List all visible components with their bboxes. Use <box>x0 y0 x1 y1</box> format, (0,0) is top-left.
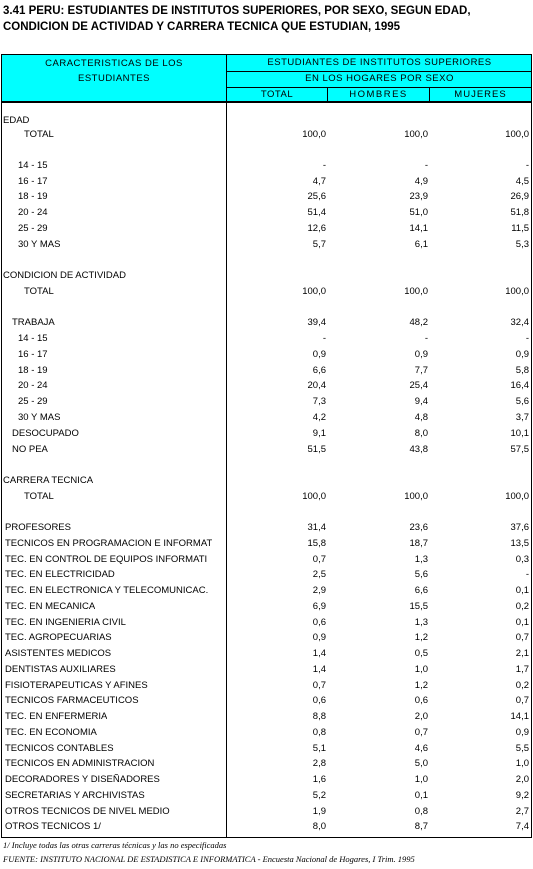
cell-mujeres: 14,1 <box>510 711 529 722</box>
cell-mujeres: 51,8 <box>510 207 529 218</box>
cell-hombres: 4,9 <box>414 176 428 187</box>
table-row <box>0 190 533 204</box>
cell-hombres: - <box>424 160 428 171</box>
table-row <box>0 348 533 362</box>
row-label: TEC. EN ECONOMIA <box>5 727 97 738</box>
row-label: TEC. EN ENFERMERIA <box>5 711 108 722</box>
cell-total: 5,7 <box>312 239 326 250</box>
row-label: TECNICOS CONTABLES <box>5 743 114 754</box>
cell-total: 5,1 <box>312 743 326 754</box>
header-mujeres: MUJERES <box>454 89 507 100</box>
row-label: 16 - 17 <box>18 176 48 187</box>
cell-hombres: 100,0 <box>404 286 428 297</box>
cell-hombres: 2,0 <box>414 711 428 722</box>
cell-total: 9,1 <box>312 428 326 439</box>
row-label: TOTAL <box>24 491 54 502</box>
cell-mujeres: 16,4 <box>510 380 529 391</box>
cell-total: 31,4 <box>307 522 326 533</box>
cell-mujeres: 0,1 <box>515 617 529 628</box>
cell-mujeres: 13,5 <box>510 538 529 549</box>
row-label: TOTAL <box>24 286 54 297</box>
cell-mujeres: 5,5 <box>515 743 529 754</box>
cell-hombres: 18,7 <box>409 538 428 549</box>
table-row <box>0 114 533 128</box>
cell-hombres: 0,1 <box>414 790 428 801</box>
source-note: FUENTE: INSTITUTO NACIONAL DE ESTADISTICA E INFORMATICA - Encuesta Nacional de Hogares, I Trim. 1995 <box>3 854 415 864</box>
table-row <box>0 427 533 441</box>
row-label: TEC. EN INGENIERIA CIVIL <box>5 617 126 628</box>
row-label: TECNICOS EN ADMINISTRACION <box>5 758 155 769</box>
cell-total: 7,3 <box>312 396 326 407</box>
table-row <box>0 128 533 142</box>
cell-hombres: 0,7 <box>414 727 428 738</box>
cell-mujeres: - <box>525 160 529 171</box>
table-row <box>0 159 533 173</box>
table-row <box>0 616 533 630</box>
row-label: 18 - 19 <box>18 191 48 202</box>
table-row <box>0 726 533 740</box>
row-label: 18 - 19 <box>18 365 48 376</box>
cell-hombres: 0,6 <box>414 695 428 706</box>
cell-mujeres: 2,1 <box>515 648 529 659</box>
cell-mujeres: 10,1 <box>510 428 529 439</box>
footnote: 1/ Incluye todas las otras carreras técnicas y las no especificadas <box>3 840 227 850</box>
cell-hombres: 23,9 <box>409 191 428 202</box>
table-row <box>0 631 533 645</box>
table-row <box>0 269 533 283</box>
cell-mujeres: 0,3 <box>515 554 529 565</box>
cell-hombres: 4,6 <box>414 743 428 754</box>
cell-mujeres: 5,3 <box>515 239 529 250</box>
header-group-rule-2 <box>227 87 531 88</box>
cell-mujeres: 100,0 <box>505 286 529 297</box>
table-row <box>0 805 533 819</box>
table-row <box>0 521 533 535</box>
cell-mujeres: 100,0 <box>505 129 529 140</box>
cell-hombres: 1,3 <box>414 554 428 565</box>
row-label: 25 - 29 <box>18 223 48 234</box>
cell-hombres: 25,4 <box>409 380 428 391</box>
row-label: 16 - 17 <box>18 349 48 360</box>
cell-hombres: 9,4 <box>414 396 428 407</box>
cell-total: 0,8 <box>312 727 326 738</box>
table-row <box>0 679 533 693</box>
table-row <box>0 663 533 677</box>
cell-mujeres: 1,7 <box>515 664 529 675</box>
cell-total: 6,6 <box>312 365 326 376</box>
table-row <box>0 443 533 457</box>
cell-total: 6,9 <box>312 601 326 612</box>
table-row <box>0 568 533 582</box>
cell-hombres: 8,7 <box>414 821 428 832</box>
cell-mujeres: 0,7 <box>515 632 529 643</box>
table-row <box>0 647 533 661</box>
cell-total: 12,6 <box>307 223 326 234</box>
cell-total: 4,2 <box>312 412 326 423</box>
body-top-rule <box>1 102 532 103</box>
cell-mujeres: 4,5 <box>515 176 529 187</box>
cell-hombres: 4,8 <box>414 412 428 423</box>
cell-mujeres: 0,9 <box>515 727 529 738</box>
cell-total: 0,6 <box>312 617 326 628</box>
cell-total: 25,6 <box>307 191 326 202</box>
row-label: PROFESORES <box>5 522 71 533</box>
cell-mujeres: 26,9 <box>510 191 529 202</box>
table-row <box>0 474 533 488</box>
cell-total: 100,0 <box>302 286 326 297</box>
cell-hombres: 1,0 <box>414 774 428 785</box>
cell-hombres: 0,8 <box>414 806 428 817</box>
cell-hombres: 15,5 <box>409 601 428 612</box>
table-row <box>0 379 533 393</box>
row-label: ASISTENTES MEDICOS <box>5 648 112 659</box>
table-header <box>1 54 532 102</box>
cell-mujeres: 1,0 <box>515 758 529 769</box>
cell-mujeres: 0,2 <box>515 680 529 691</box>
row-label: DENTISTAS AUXILIARES <box>5 664 116 675</box>
cell-hombres: 1,3 <box>414 617 428 628</box>
cell-total: 39,4 <box>307 317 326 328</box>
cell-hombres: 8,0 <box>414 428 428 439</box>
cell-total: 8,8 <box>312 711 326 722</box>
cell-hombres: 0,5 <box>414 648 428 659</box>
header-characteristics-line-1: CARACTERISTICAS DE LOS <box>45 58 183 69</box>
cell-total: 0,7 <box>312 554 326 565</box>
row-label: TEC. EN ELECTRONICA Y TELECOMUNICAC. <box>5 585 209 596</box>
cell-total: 0,9 <box>312 349 326 360</box>
row-label: DECORADORES Y DISEÑADORES <box>5 774 160 785</box>
table-row <box>0 490 533 504</box>
table-row <box>0 789 533 803</box>
table-row <box>0 757 533 771</box>
cell-total: 15,8 <box>307 538 326 549</box>
row-label: TRABAJA <box>12 317 55 328</box>
cell-hombres: - <box>424 333 428 344</box>
cell-mujeres: 3,7 <box>515 412 529 423</box>
table-row <box>0 395 533 409</box>
row-label: 30 Y MAS <box>18 412 61 423</box>
row-label: 14 - 15 <box>18 333 48 344</box>
row-label: SECRETARIAS Y ARCHIVISTAS <box>5 790 145 801</box>
cell-hombres: 1,2 <box>414 632 428 643</box>
row-label: FISIOTERAPEUTICAS Y AFINES <box>5 680 148 691</box>
cell-mujeres: 11,5 <box>511 223 529 234</box>
row-label: DESOCUPADO <box>12 428 79 439</box>
cell-total: 0,7 <box>312 680 326 691</box>
table-title <box>3 3 531 35</box>
row-label: OTROS TECNICOS 1/ <box>5 821 101 832</box>
header-group-line-2: EN LOS HOGARES POR SEXO <box>305 73 454 84</box>
cell-mujeres: 32,4 <box>510 317 529 328</box>
header-group-line-1: ESTUDIANTES DE INSTITUTOS SUPERIORES <box>267 57 492 68</box>
table-row <box>0 206 533 220</box>
cell-mujeres: 5,8 <box>515 365 529 376</box>
cell-total: 8,0 <box>312 821 326 832</box>
title-line-2: CONDICION DE ACTIVIDAD Y CARRERA TECNICA QUE ESTUDIAN, 1995 <box>3 21 401 33</box>
cell-mujeres: - <box>525 569 529 580</box>
table-row <box>0 820 533 834</box>
table-row <box>0 773 533 787</box>
cell-mujeres: 0,2 <box>515 601 529 612</box>
row-label: EDAD <box>3 115 30 126</box>
row-label: OTROS TECNICOS DE NIVEL MEDIO <box>5 806 170 817</box>
row-label: TEC. EN MECANICA <box>5 601 96 612</box>
cell-hombres: 1,2 <box>414 680 428 691</box>
cell-hombres: 14,1 <box>409 223 428 234</box>
table-row <box>0 584 533 598</box>
cell-total: 1,6 <box>312 774 326 785</box>
cell-mujeres: 2,0 <box>515 774 529 785</box>
table-bottom-rule <box>1 837 532 838</box>
cell-mujeres: 100,0 <box>505 491 529 502</box>
header-group-rule-1 <box>227 71 531 72</box>
table-row <box>0 364 533 378</box>
row-label: NO PEA <box>12 444 48 455</box>
cell-hombres: 48,2 <box>409 317 428 328</box>
row-label: 20 - 24 <box>18 380 48 391</box>
cell-hombres: 23,6 <box>409 522 428 533</box>
cell-total: - <box>322 333 326 344</box>
header-characteristics-line-2: ESTUDIANTES <box>77 73 150 84</box>
cell-total: 0,9 <box>312 632 326 643</box>
cell-hombres: 51,0 <box>409 207 428 218</box>
table-row <box>0 332 533 346</box>
cell-total: 20,4 <box>307 380 326 391</box>
row-label: TEC. AGROPECUARIAS <box>5 632 112 643</box>
cell-total: 1,9 <box>312 806 326 817</box>
cell-total: 5,2 <box>312 790 326 801</box>
cell-hombres: 43,8 <box>409 444 428 455</box>
table-row <box>0 316 533 330</box>
table-row <box>0 600 533 614</box>
row-label: TECNICOS FARMACEUTICOS <box>5 695 139 706</box>
row-label: TECNICOS EN PROGRAMACION E INFORMAT <box>5 538 213 549</box>
cell-total: 2,5 <box>312 569 326 580</box>
cell-total: 4,7 <box>312 176 326 187</box>
cell-hombres: 100,0 <box>404 491 428 502</box>
cell-mujeres: 0,9 <box>515 349 529 360</box>
row-label: 14 - 15 <box>18 160 48 171</box>
cell-total: 51,4 <box>307 207 326 218</box>
cell-mujeres: 7,4 <box>515 821 529 832</box>
table-row <box>0 553 533 567</box>
table-row <box>0 285 533 299</box>
row-label: 30 Y MAS <box>18 239 61 250</box>
table-row <box>0 175 533 189</box>
cell-mujeres: 0,1 <box>515 585 529 596</box>
title-line-1: 3.41 PERU: ESTUDIANTES DE INSTITUTOS SUPERIORES, POR SEXO, SEGUN EDAD, <box>3 5 471 17</box>
table-row <box>0 238 533 252</box>
cell-hombres: 100,0 <box>404 129 428 140</box>
table-row <box>0 411 533 425</box>
cell-total: 100,0 <box>302 491 326 502</box>
cell-total: 1,4 <box>312 664 326 675</box>
row-label: TEC. EN ELECTRICIDAD <box>5 569 115 580</box>
cell-mujeres: 9,2 <box>515 790 529 801</box>
cell-mujeres: 2,7 <box>515 806 529 817</box>
row-label: CARRERA TECNICA <box>3 475 94 486</box>
header-total: TOTAL <box>260 89 294 100</box>
cell-mujeres: - <box>525 333 529 344</box>
table-row <box>0 742 533 756</box>
row-label: TOTAL <box>24 129 54 140</box>
cell-total: 2,9 <box>312 585 326 596</box>
header-hombres: HOMBRES <box>349 89 408 100</box>
cell-mujeres: 37,6 <box>510 522 529 533</box>
cell-hombres: 0,9 <box>414 349 428 360</box>
cell-mujeres: 5,6 <box>515 396 529 407</box>
table-row <box>0 710 533 724</box>
cell-hombres: 6,1 <box>414 239 428 250</box>
table-row <box>0 222 533 236</box>
row-label: TEC. EN CONTROL DE EQUIPOS INFORMATI <box>5 554 208 565</box>
row-label: CONDICION DE ACTIVIDAD <box>3 270 126 281</box>
cell-total: 51,5 <box>307 444 326 455</box>
table-row <box>0 694 533 708</box>
row-label: 20 - 24 <box>18 207 48 218</box>
cell-hombres: 1,0 <box>414 664 428 675</box>
row-label: 25 - 29 <box>18 396 48 407</box>
cell-mujeres: 57,5 <box>510 444 529 455</box>
cell-hombres: 5,6 <box>414 569 428 580</box>
cell-total: 100,0 <box>302 129 326 140</box>
cell-total: 2,8 <box>312 758 326 769</box>
cell-total: 0,6 <box>312 695 326 706</box>
cell-hombres: 6,6 <box>414 585 428 596</box>
table-row <box>0 537 533 551</box>
cell-mujeres: 0,7 <box>515 695 529 706</box>
cell-hombres: 5,0 <box>414 758 428 769</box>
cell-hombres: 7,7 <box>414 365 428 376</box>
cell-total: - <box>322 160 326 171</box>
cell-total: 1,4 <box>312 648 326 659</box>
